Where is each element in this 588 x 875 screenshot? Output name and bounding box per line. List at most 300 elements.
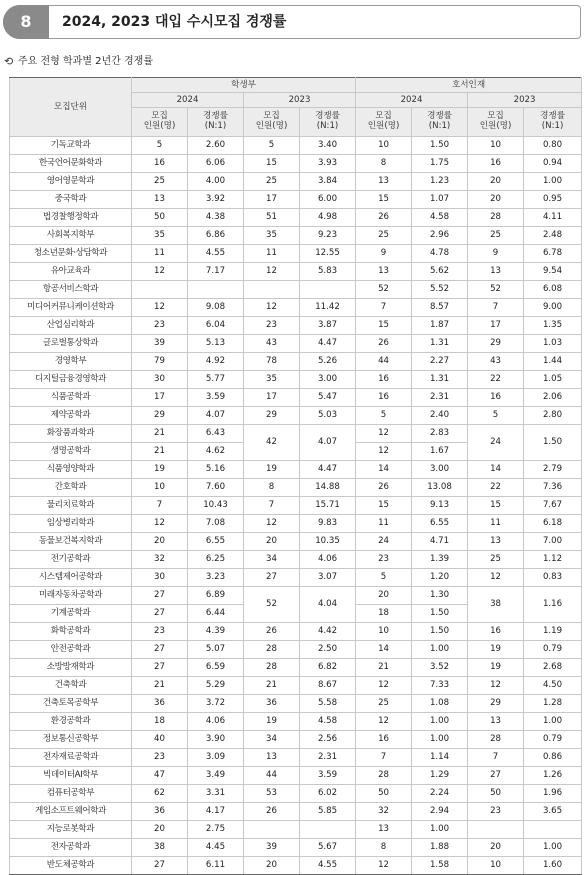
- quota-2023: 20: [468, 191, 524, 209]
- rate-2023: 3.00: [300, 371, 356, 389]
- rate-2023: 0.79: [524, 641, 582, 659]
- header-quota: 모집 인원(명): [132, 108, 188, 137]
- department-name: 청소년문화·상담학과: [10, 245, 132, 263]
- quota-2024: 5: [356, 569, 412, 587]
- quota-2023: 7: [468, 749, 524, 767]
- table-row: [10, 317, 582, 335]
- department-name: 식품영양학과: [10, 461, 132, 479]
- rate-2023: 9.83: [300, 515, 356, 533]
- rate-2023: 4.47: [300, 335, 356, 353]
- quota-2024: 16: [132, 155, 188, 173]
- rate-2024: 8.57: [412, 299, 468, 317]
- quota-2024: 14: [356, 461, 412, 479]
- rate-2023: 1.03: [524, 335, 582, 353]
- section-title: 2024, 2023 대입 수시모집 경쟁률: [62, 14, 287, 30]
- quota-2023: 11: [244, 245, 300, 263]
- rate-2023: 0.79: [524, 731, 582, 749]
- rate-2024: 4.58: [412, 209, 468, 227]
- quota-2024: 20: [132, 533, 188, 551]
- department-name: 전자공학과: [10, 839, 132, 857]
- quota-2023: 25: [468, 227, 524, 245]
- rate-2024: 3.49: [188, 767, 244, 785]
- rate-2024: 5.62: [412, 263, 468, 281]
- rate-2024: 5.29: [188, 677, 244, 695]
- table-row: [10, 461, 582, 479]
- quota-2023: 5: [468, 407, 524, 425]
- rate-2024: 4.00: [188, 173, 244, 191]
- quota-2023: 12: [244, 263, 300, 281]
- rate-2024: 1.39: [412, 551, 468, 569]
- department-name: 시스템제어공학과: [10, 569, 132, 587]
- quota-2023: 43: [244, 335, 300, 353]
- department-name: 미래자동차공학과: [10, 587, 132, 605]
- rate-2023: 1.00: [524, 839, 582, 857]
- department-name: 생명공학과: [10, 443, 132, 461]
- quota-2023: 17: [244, 191, 300, 209]
- quota-2023: 28: [244, 641, 300, 659]
- rate-2024: 2.94: [412, 803, 468, 821]
- department-name: 화학공학과: [10, 623, 132, 641]
- quota-2024: 12: [132, 299, 188, 317]
- quota-2024: 11: [132, 245, 188, 263]
- rate-2023: 0.83: [524, 569, 582, 587]
- quota-2023: 12: [468, 677, 524, 695]
- rate-2023: [300, 821, 356, 839]
- quota-2024: 8: [356, 155, 412, 173]
- table-row: [10, 137, 582, 155]
- rate-2024: 6.43: [188, 425, 244, 443]
- rate-2024: 4.17: [188, 803, 244, 821]
- department-name: 미디어커뮤니케이션학과: [10, 299, 132, 317]
- rate-2024: 1.00: [412, 731, 468, 749]
- quota-2023: 29: [468, 695, 524, 713]
- table-row: [10, 821, 582, 839]
- header-unit: 모집단위: [10, 78, 132, 137]
- quota-2024: 7: [132, 497, 188, 515]
- rate-2024: 6.86: [188, 227, 244, 245]
- department-name: 간호학과: [10, 479, 132, 497]
- quota-2023: 28: [468, 731, 524, 749]
- rate-2024: 1.00: [412, 641, 468, 659]
- table-row: [10, 749, 582, 767]
- quota-2023: 34: [244, 731, 300, 749]
- rate-2023: 1.12: [524, 551, 582, 569]
- header-year: 2024: [132, 93, 244, 108]
- rate-2024: 1.31: [412, 371, 468, 389]
- quota-2023: 53: [244, 785, 300, 803]
- quota-2023: 23: [468, 803, 524, 821]
- rate-2023: 1.26: [524, 767, 582, 785]
- quota-2024: 12: [356, 443, 412, 461]
- rate-2024: 6.25: [188, 551, 244, 569]
- quota-2024: 26: [356, 335, 412, 353]
- header-rate: 경쟁률 (N:1): [524, 108, 582, 137]
- quota-2023: 20: [244, 533, 300, 551]
- quota-2024: 20: [132, 821, 188, 839]
- quota-2023: 10: [468, 137, 524, 155]
- department-name: 법경찰행정학과: [10, 209, 132, 227]
- quota-2024: 27: [132, 605, 188, 623]
- rate-2024: 2.60: [188, 137, 244, 155]
- rate-2024: 1.30: [412, 587, 468, 605]
- quota-2024: 26: [356, 479, 412, 497]
- quota-2023: 16: [468, 155, 524, 173]
- rate-2023: 5.67: [300, 839, 356, 857]
- quota-2024: [132, 281, 188, 299]
- table-row: [10, 173, 582, 191]
- rate-2024: 5.13: [188, 335, 244, 353]
- quota-2024: 10: [356, 137, 412, 155]
- quota-2023: 9: [468, 245, 524, 263]
- rate-2024: 1.50: [412, 137, 468, 155]
- rate-2023: 7.67: [524, 497, 582, 515]
- rate-2023: 1.50: [524, 425, 582, 461]
- rate-2024: 2.40: [412, 407, 468, 425]
- quota-2023: 13: [468, 533, 524, 551]
- rate-2024: 4.06: [188, 713, 244, 731]
- quota-2023: 12: [468, 569, 524, 587]
- rate-2024: 6.59: [188, 659, 244, 677]
- quota-2024: 24: [356, 533, 412, 551]
- header-year: 2024: [356, 93, 468, 108]
- quota-2023: 34: [244, 551, 300, 569]
- rate-2024: 9.08: [188, 299, 244, 317]
- quota-2023: 29: [468, 335, 524, 353]
- quota-2024: 38: [132, 839, 188, 857]
- rate-2024: 6.55: [188, 533, 244, 551]
- rate-2024: 1.75: [412, 155, 468, 173]
- rate-2024: 1.14: [412, 749, 468, 767]
- quota-2024: 50: [132, 209, 188, 227]
- quota-2023: 38: [468, 587, 524, 623]
- rate-2024: 2.75: [188, 821, 244, 839]
- rate-2023: 2.50: [300, 641, 356, 659]
- rate-2024: [188, 281, 244, 299]
- rate-2023: 11.42: [300, 299, 356, 317]
- department-name: 식품공학과: [10, 389, 132, 407]
- quota-2024: 35: [132, 227, 188, 245]
- quota-2024: 18: [356, 605, 412, 623]
- quota-2023: 26: [244, 803, 300, 821]
- quota-2024: 12: [132, 263, 188, 281]
- quota-2024: 13: [132, 191, 188, 209]
- quota-2024: 12: [356, 713, 412, 731]
- quota-2024: 21: [132, 425, 188, 443]
- quota-2024: 7: [356, 749, 412, 767]
- department-name: 빅데이터AI학부: [10, 767, 132, 785]
- rate-2023: 4.58: [300, 713, 356, 731]
- rate-2023: 4.47: [300, 461, 356, 479]
- quota-2024: 21: [132, 443, 188, 461]
- quota-2024: 26: [356, 209, 412, 227]
- quota-2024: 27: [132, 587, 188, 605]
- quota-2023: 12: [244, 299, 300, 317]
- quota-2023: [468, 821, 524, 839]
- rate-2023: 4.11: [524, 209, 582, 227]
- rate-2024: 1.20: [412, 569, 468, 587]
- quota-2024: 39: [132, 335, 188, 353]
- quota-2024: 5: [356, 407, 412, 425]
- table-row: [10, 497, 582, 515]
- department-name: 중국학과: [10, 191, 132, 209]
- quota-2023: 39: [244, 839, 300, 857]
- quota-2024: 15: [356, 497, 412, 515]
- quota-2023: [244, 281, 300, 299]
- quota-2024: 10: [356, 623, 412, 641]
- quota-2024: 23: [132, 749, 188, 767]
- rate-2024: 3.59: [188, 389, 244, 407]
- department-name: 경영학부: [10, 353, 132, 371]
- header-rate: 경쟁률 (N:1): [188, 108, 244, 137]
- quota-2023: 21: [244, 677, 300, 695]
- quota-2024: 18: [132, 713, 188, 731]
- rate-2023: 1.60: [524, 857, 582, 875]
- rate-2023: 2.68: [524, 659, 582, 677]
- quota-2023: 26: [244, 623, 300, 641]
- rate-2024: 6.89: [188, 587, 244, 605]
- department-name: 사회복지학부: [10, 227, 132, 245]
- quota-2024: 36: [132, 695, 188, 713]
- department-name: 화장품과학과: [10, 425, 132, 443]
- rate-2023: 3.93: [300, 155, 356, 173]
- rate-2023: 10.35: [300, 533, 356, 551]
- quota-2024: 21: [132, 677, 188, 695]
- table-row: [10, 281, 582, 299]
- quota-2023: 28: [244, 659, 300, 677]
- rate-2024: 2.24: [412, 785, 468, 803]
- quota-2024: 52: [356, 281, 412, 299]
- quota-2023: 29: [244, 407, 300, 425]
- quota-2024: 25: [356, 695, 412, 713]
- quota-2024: 12: [356, 857, 412, 875]
- quota-2023: 22: [468, 479, 524, 497]
- quota-2023: 5: [244, 137, 300, 155]
- quota-2023: 25: [468, 551, 524, 569]
- rate-2023: 2.80: [524, 407, 582, 425]
- rate-2023: 2.06: [524, 389, 582, 407]
- quota-2024: 13: [356, 173, 412, 191]
- department-name: 소방방재학과: [10, 659, 132, 677]
- table-row: [10, 803, 582, 821]
- quota-2024: 20: [356, 587, 412, 605]
- quota-2024: 32: [356, 803, 412, 821]
- table-row: [10, 587, 582, 605]
- rate-2024: 4.62: [188, 443, 244, 461]
- table-row: [10, 371, 582, 389]
- rate-2023: 5.85: [300, 803, 356, 821]
- header-year: 2023: [244, 93, 356, 108]
- rate-2024: 2.83: [412, 425, 468, 443]
- rate-2024: 3.31: [188, 785, 244, 803]
- quota-2023: 17: [468, 317, 524, 335]
- table-row: [10, 839, 582, 857]
- rate-2024: 4.39: [188, 623, 244, 641]
- quota-2024: 8: [356, 839, 412, 857]
- quota-2024: 30: [132, 569, 188, 587]
- quota-2024: 44: [356, 353, 412, 371]
- quota-2024: 40: [132, 731, 188, 749]
- quota-2023: 8: [244, 479, 300, 497]
- rate-2024: 3.90: [188, 731, 244, 749]
- quota-2024: 47: [132, 767, 188, 785]
- rate-2023: 4.55: [300, 857, 356, 875]
- rate-2023: 3.84: [300, 173, 356, 191]
- quota-2024: 16: [356, 731, 412, 749]
- department-name: 게임소프트웨어학과: [10, 803, 132, 821]
- rate-2024: 6.44: [188, 605, 244, 623]
- rate-2024: 3.72: [188, 695, 244, 713]
- rate-2023: 7.36: [524, 479, 582, 497]
- table-caption-text: 주요 전형 학과별 2년간 경쟁률: [18, 56, 153, 67]
- rate-2024: 1.08: [412, 695, 468, 713]
- rate-2024: 7.17: [188, 263, 244, 281]
- rate-2024: 1.00: [412, 713, 468, 731]
- quota-2023: 51: [244, 209, 300, 227]
- quota-2024: 27: [132, 857, 188, 875]
- rate-2023: 9.00: [524, 299, 582, 317]
- rate-2023: 1.44: [524, 353, 582, 371]
- rate-2024: 5.52: [412, 281, 468, 299]
- rate-2024: 2.27: [412, 353, 468, 371]
- quota-2024: 32: [132, 551, 188, 569]
- table-row: [10, 335, 582, 353]
- rate-2024: 6.55: [412, 515, 468, 533]
- quota-2024: 27: [132, 659, 188, 677]
- department-name: 제약공학과: [10, 407, 132, 425]
- table-row: [10, 731, 582, 749]
- rate-2023: [524, 821, 582, 839]
- table-row: [10, 659, 582, 677]
- quota-2023: 44: [244, 767, 300, 785]
- rate-2024: 4.38: [188, 209, 244, 227]
- rate-2024: 1.50: [412, 623, 468, 641]
- table-body: [10, 137, 582, 875]
- department-name: 물리치료학과: [10, 497, 132, 515]
- quota-2023: 11: [468, 515, 524, 533]
- header-year: 2023: [468, 93, 582, 108]
- table-row: [10, 227, 582, 245]
- rate-2023: 3.40: [300, 137, 356, 155]
- header-quota: 모집 인원(명): [468, 108, 524, 137]
- rate-2024: 7.33: [412, 677, 468, 695]
- quota-2023: [244, 821, 300, 839]
- rate-2024: 3.09: [188, 749, 244, 767]
- rate-2023: 9.23: [300, 227, 356, 245]
- department-name: 항공서비스학과: [10, 281, 132, 299]
- department-name: 글로벌통상학과: [10, 335, 132, 353]
- rate-2024: 4.71: [412, 533, 468, 551]
- quota-2024: 27: [132, 641, 188, 659]
- quota-2024: 19: [132, 461, 188, 479]
- rate-2024: 1.58: [412, 857, 468, 875]
- table-row: [10, 191, 582, 209]
- rate-2023: 9.54: [524, 263, 582, 281]
- quota-2023: 10: [468, 857, 524, 875]
- department-name: 건축학과: [10, 677, 132, 695]
- rate-2024: 9.13: [412, 497, 468, 515]
- rate-2023: 12.55: [300, 245, 356, 263]
- header-rate: 경쟁률 (N:1): [300, 108, 356, 137]
- quota-2024: 9: [356, 245, 412, 263]
- department-name: 디지털금융경영학과: [10, 371, 132, 389]
- department-name: 산업심리학과: [10, 317, 132, 335]
- header-quota: 모집 인원(명): [356, 108, 412, 137]
- rate-2024: 1.67: [412, 443, 468, 461]
- rate-2024: 1.23: [412, 173, 468, 191]
- quota-2023: 42: [244, 425, 300, 461]
- rate-2023: 4.06: [300, 551, 356, 569]
- rate-2023: 1.28: [524, 695, 582, 713]
- quota-2024: 25: [132, 173, 188, 191]
- quota-2023: 52: [244, 587, 300, 623]
- department-name: 한국언어문화학과: [10, 155, 132, 173]
- table-row: [10, 515, 582, 533]
- quota-2023: 14: [468, 461, 524, 479]
- table-row: [10, 425, 582, 443]
- quota-2024: 23: [132, 317, 188, 335]
- quota-2023: 16: [468, 389, 524, 407]
- quota-2023: 13: [468, 713, 524, 731]
- rate-2024: 3.23: [188, 569, 244, 587]
- rate-2023: 5.26: [300, 353, 356, 371]
- quota-2024: 62: [132, 785, 188, 803]
- table-row: [10, 533, 582, 551]
- table-row: [10, 857, 582, 875]
- quota-2023: 20: [468, 839, 524, 857]
- rate-2023: 0.80: [524, 137, 582, 155]
- rate-2024: 1.88: [412, 839, 468, 857]
- table-row: [10, 641, 582, 659]
- rate-2023: 4.42: [300, 623, 356, 641]
- quota-2023: 24: [468, 425, 524, 461]
- table-row: [10, 695, 582, 713]
- header-group-student-record: 학생부: [132, 78, 356, 93]
- rate-2023: 1.16: [524, 587, 582, 623]
- quota-2024: 12: [356, 677, 412, 695]
- quota-2023: 19: [244, 461, 300, 479]
- department-name: 임상병리학과: [10, 515, 132, 533]
- rate-2024: 3.00: [412, 461, 468, 479]
- rate-2024: 3.92: [188, 191, 244, 209]
- quota-2024: 11: [356, 515, 412, 533]
- rate-2024: 2.31: [412, 389, 468, 407]
- rate-2023: 6.78: [524, 245, 582, 263]
- quota-2024: 15: [356, 317, 412, 335]
- rate-2023: 1.00: [524, 713, 582, 731]
- quota-2023: 20: [468, 173, 524, 191]
- rate-2024: 1.00: [412, 821, 468, 839]
- quota-2024: 10: [132, 479, 188, 497]
- department-name: 정보통신공학부: [10, 731, 132, 749]
- quota-2024: 30: [132, 371, 188, 389]
- quota-2023: 36: [244, 695, 300, 713]
- rate-2023: 4.04: [300, 587, 356, 623]
- rate-2023: 5.58: [300, 695, 356, 713]
- department-name: 유아교육과: [10, 263, 132, 281]
- rate-2023: 6.18: [524, 515, 582, 533]
- rate-2023: 15.71: [300, 497, 356, 515]
- quota-2024: 21: [356, 659, 412, 677]
- quota-2024: 79: [132, 353, 188, 371]
- quota-2024: 25: [356, 227, 412, 245]
- quota-2024: 29: [132, 407, 188, 425]
- rate-2023: 1.05: [524, 371, 582, 389]
- department-name: 동물보건복지학과: [10, 533, 132, 551]
- table-row: [10, 677, 582, 695]
- rate-2023: 3.59: [300, 767, 356, 785]
- rate-2024: 1.50: [412, 605, 468, 623]
- rate-2024: 4.45: [188, 839, 244, 857]
